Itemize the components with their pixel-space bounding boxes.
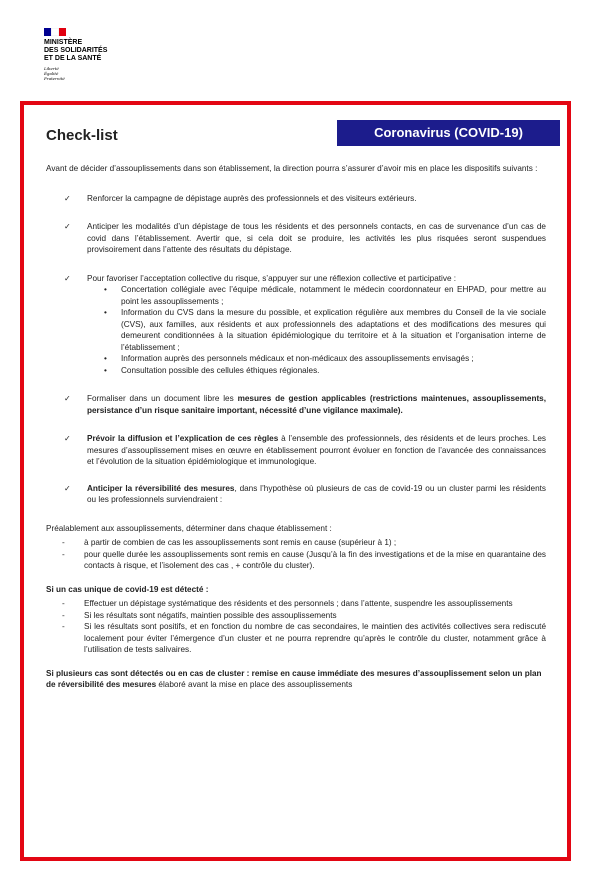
final-paragraph [46,668,546,691]
flag-red-band [59,28,66,36]
page-title: Check-list [46,127,118,144]
check-item-text: à l’ensemble des professionnels, des résidents et de leurs proches. Les mesures d’assouplissement mises en œuvre en établissement pourront évoluer en fonction de l’avancée des connaissances et l’évolution de la situation épidémiologique et immunologique. [87,434,546,466]
check-item-emphasis: Anticiper la réversibilité des mesures [87,483,235,493]
list-item: • Information du CVS dans la mesure du possible, et explication régulière aux membres du Conseil de la vie sociale (CVS), aux familles, aux résidents et aux professionnels des adaptations et des modifications des mesures qui demeurent conditionnées à la situation épidémiologique du territoire et à la situation et l’organisation interne de l’établissement ; [87,307,546,353]
check-item-emphasis: Prévoir la diffusion et l’explication de ces règles [87,434,279,443]
bullet-list [87,284,546,376]
check-item-screening [64,193,546,205]
check-item-diffusion [64,433,546,468]
flag-white-band [51,28,58,36]
check-icon: ✓ [64,273,71,283]
list-item: - à partir de combien de cas les assouplissements sont remis en cause (supérieur à 1) ; [46,537,546,549]
section-heading-prior: Préalablement aux assouplissements, déterminer dans chaque établissement : [46,523,332,533]
list-item: • Consultation possible des cellules éthiques régionales. [87,365,546,377]
section-heading-single-case: Si un cas unique de covid-19 est détecté : [46,584,209,594]
check-item-formalize [64,393,546,416]
final-emphasis: Si plusieurs cas sont détectés ou en cas de cluster : remise en cause immédiate des mesures d’assouplissement selon un plan de réversibilité des mesures [46,668,542,689]
check-item-anticipate-screening [64,221,546,256]
list-item: • Information auprès des personnels médicaux et non-médicaux des assouplissements envisagés ; [87,353,546,365]
check-item-emphasis: mesures de gestion applicables (restrictions maintenues, assouplissements, persistance d’un risque sanitaire important, nécessité d’une vigilance maximale). [87,394,546,415]
check-icon: ✓ [64,394,71,403]
motto [44,66,154,81]
motto-liberte: Liberté [44,66,59,71]
list-item: - Si les résultats sont négatifs, maintien possible des assouplissements [46,610,546,622]
check-item-collective-acceptance [64,273,546,377]
check-item-reversibility [64,483,546,506]
check-icon: ✓ [64,483,71,493]
check-item-text: Pour favoriser l’acceptation collective du risque, s’appuyer sur une réflexion collective et participative : [87,273,457,283]
list-item: - pour quelle durée les assouplissements sont remis en cause (Jusqu’à la fin des investigations et de la mise en quarantaine des contacts à risque, et l’isolement des cas , + contrôle du cluster). [46,549,546,572]
ministry-name-line-3: ET DE LA SANTÉ [44,55,102,62]
check-icon: ✓ [64,193,71,203]
ministry-name-line-1: MINISTÈRE [44,39,83,46]
list-item: - Si les résultats sont positifs, et en fonction du nombre de cas secondaires, le maintien des activités collectives sera rediscuté localement pour éviter l’émergence d’un cluster et ne pourra reprendre qu’après le contrôle du cluster, notamment grâce à l’utilisation de tests salivaires. [46,621,546,656]
flag-blue-band [44,28,51,36]
covid-banner: Coronavirus (COVID-19) [337,120,560,146]
final-text: élaboré avant la mise en place des assouplissements [158,680,353,689]
french-flag-icon [44,28,66,36]
ministry-logo [44,28,154,81]
check-item-text: Anticiper les modalités d’un dépistage de tous les résidents et des personnels contacts, en cas de survenance d’un cas de covid dans l’établissement. Avertir que, si cela doit se produire, les activités les plus risquées seront suspendues provisoirement dans l’attente des résultats du dépistage. [87,222,546,254]
checklist-content [46,163,546,691]
check-icon: ✓ [64,434,71,443]
motto-egalite: Égalité [44,71,59,76]
motto-fraternite: Fraternité [44,76,65,81]
dash-list [46,537,546,572]
list-item: - Effectuer un dépistage systématique des résidents et des personnels ; dans l’attente, suspendre les assouplissements [46,598,546,610]
list-item: • Concertation collégiale avec l’équipe médicale, notamment le médecin coordonnateur en EHPAD, pour mettre au point les assouplissements ; [87,284,546,307]
checklist-frame [20,101,571,861]
check-item-text: Formaliser dans un document libre les [87,394,238,403]
check-item-text: Renforcer la campagne de dépistage auprès des professionnels et des visiteurs extérieurs. [87,193,417,203]
dash-list [46,598,546,656]
check-icon: ✓ [64,222,71,231]
ministry-name-line-2: DES SOLIDARITÉS [44,47,108,54]
intro-paragraph: Avant de décider d’assouplissements dans son établissement, la direction pourra s’assurer d’avoir mis en place les dispositifs suivants : [46,164,538,173]
check-item-text: , dans l’hypothèse où plusieurs de cas de covid-19 ou un cluster parmi les résidents ou les professionnels surviendraient : [87,483,546,504]
